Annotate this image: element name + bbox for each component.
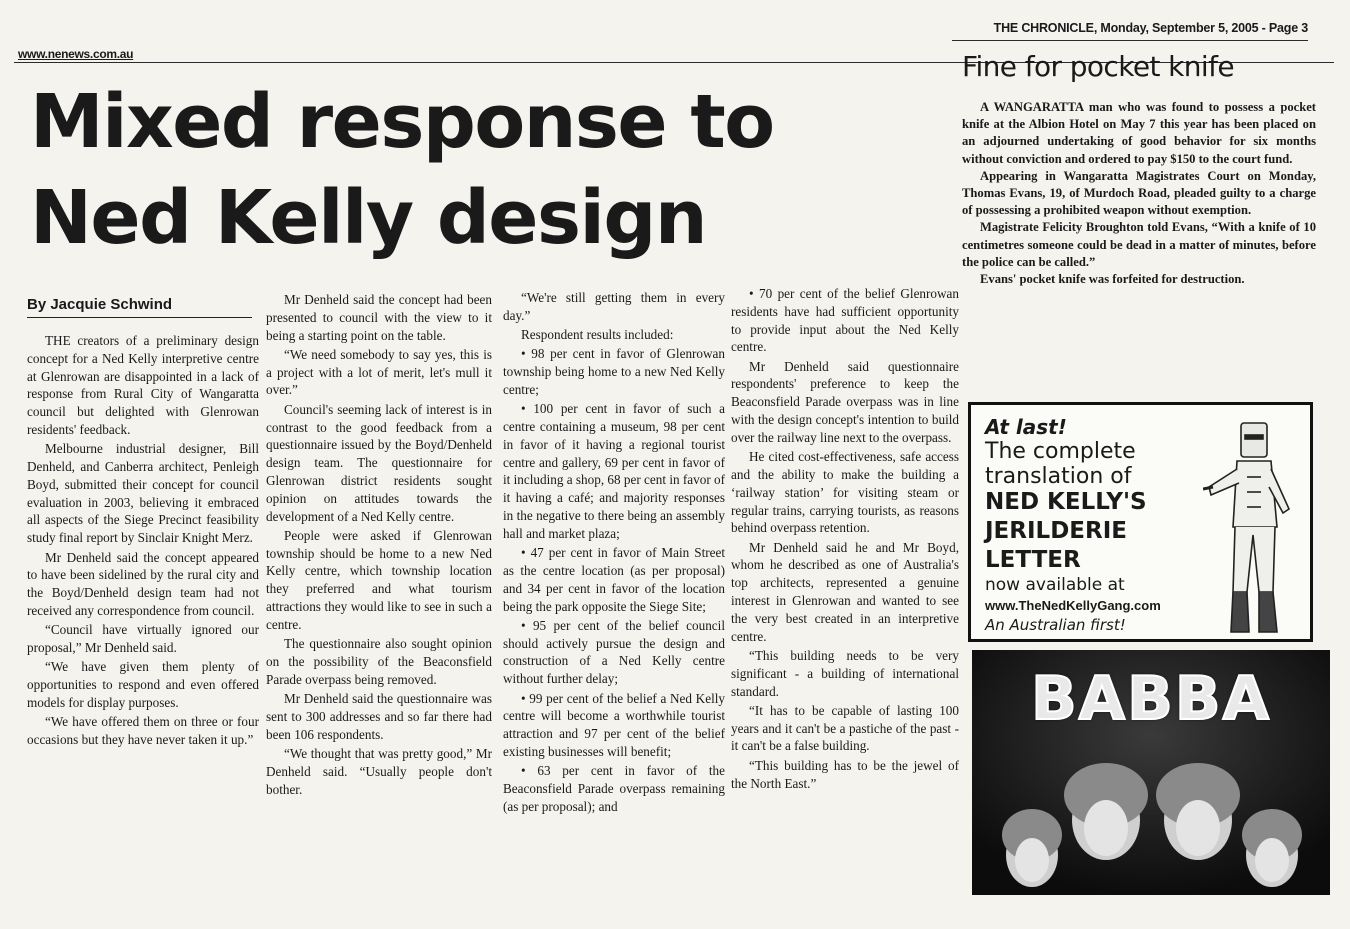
paragraph: “This building has to be the jewel of the North East.”	[731, 757, 959, 791]
paragraph: People were asked if Glenrowan township should be home to a new Ned Kelly centre, which township location they preferred and what tourism attractions they would like to see in such a centre.	[266, 527, 492, 632]
header-rule	[952, 40, 1308, 41]
side-article-title: Fine for pocket knife	[962, 50, 1234, 83]
ad-line-4: JERILDERIE	[985, 518, 1127, 544]
paragraph: • 100 per cent in favor of such a centre containing a museum, 98 per cent in favor of it having a regional tourist centre and gallery, 69 per cent in favor of it including a shop, 68 per cent in favor of it having a café; and majority responses in the negative to there being an assembly hall and market plaza;	[503, 401, 725, 541]
article-column-2	[266, 291, 492, 800]
article-column-3	[503, 289, 725, 817]
ned-kelly-armour-figure-icon	[1203, 417, 1307, 639]
ad-line-2: translation of	[985, 464, 1132, 489]
paragraph: Mr Denheld said the concept had been presented to council with the view to it being a starting point on the table.	[266, 292, 492, 343]
paragraph: • 47 per cent in favor of Main Street as the centre location (as per proposal) and 34 per cent in favor of the location being the park opposite the Siege Site;	[503, 545, 725, 614]
byline-rule	[27, 317, 252, 318]
paragraph: “It has to be capable of lasting 100 years and it can't be a pastiche of the past - it can't be a false building.	[731, 702, 959, 754]
paragraph: • 95 per cent of the belief council should actively pursue the design and construction of a Ned Kelly centre without further delay;	[503, 617, 725, 687]
paragraph: “Council have virtually ignored our proposal,” Mr Denheld said.	[27, 622, 259, 656]
paragraph: “We need somebody to say yes, this is a project with a lot of merit, let's mull it over.”	[266, 346, 492, 398]
paragraph: “This building needs to be very significant - a building of international standard.	[731, 647, 959, 699]
side-article-paragraph: Appearing in Wangaratta Magistrates Court on Monday, Thomas Evans, 19, of Murdoch Road, pleaded guilty to a charge of possessing a prohibited weapon without exemption.	[962, 168, 1316, 218]
babba-ad	[972, 650, 1330, 895]
site-url: www.nenews.com.au	[18, 47, 134, 61]
byline: By Jacquie Schwind	[27, 296, 173, 313]
paragraph: “We have offered them on three or four occasions but they have never taken it up.”	[27, 714, 259, 748]
paragraph: “We thought that was pretty good,” Mr Denheld said. “Usually people don't bother.	[266, 745, 492, 797]
paragraph: THE creators of a preliminary design concept for a Ned Kelly interpretive centre at Glenrowan are disappointed in a lack of response from Rural City of Wangaratta council but delighted with Glenrowan residents' feedback.	[27, 333, 259, 437]
paragraph: “We're still getting them in every day.”	[503, 290, 725, 323]
paragraph: Melbourne industrial designer, Bill Denheld, and Canberra architect, Penleigh Boyd, submitted their concept for council evaluation in 2003, believing it embraced all aspects of the Siege Precinct feasibility study final report by Sinclair Knight Merz.	[27, 441, 259, 546]
paragraph: The questionnaire also sought opinion on the possibility of the Beaconsfield Parade overpass being removed.	[266, 636, 492, 687]
paragraph: • 98 per cent in favor of Glenrowan township being home to a new Ned Kelly centre;	[503, 346, 725, 397]
babba-title: BABBA	[1030, 664, 1272, 734]
article-column-1	[27, 332, 259, 750]
side-article-paragraph: A WANGARATTA man who was found to possess a pocket knife at the Albion Hotel on May 7 this year has been placed on an adjourned undertaking of good behavior for six months without conviction and ordered to pay $150 to the court fund.	[962, 100, 1316, 166]
ad-line-5: LETTER	[985, 547, 1081, 573]
ad-available: now available at	[985, 575, 1125, 595]
article-column-4	[731, 285, 959, 794]
ad-line-3: NED KELLY'S	[985, 489, 1147, 515]
side-article-paragraph: Evans' pocket knife was forfeited for destruction.	[980, 272, 1245, 287]
paragraph: • 63 per cent in favor of the Beaconsfield Parade overpass remaining (as per proposal); and	[503, 763, 725, 814]
side-article-paragraph: Magistrate Felicity Broughton told Evans, “With a knife of 10 centimetres someone could be dead in a matter of minutes, before the police can be called.”	[962, 220, 1316, 269]
headline: Mixed response to Ned Kelly design	[30, 79, 774, 261]
paragraph: • 70 per cent of the belief Glenrowan residents have had sufficient opportunity to provide input about the Ned Kelly centre.	[731, 286, 959, 355]
paragraph: Mr Denheld said the questionnaire was sent to 300 addresses and so far there had been 106 respondents.	[266, 691, 492, 742]
paragraph: Mr Denheld said he and Mr Boyd, whom he described as one of Australia's top architects, represented a genuine interest in Glenrowan and wanted to see the very best created in an interpretive centre.	[731, 539, 959, 644]
paragraph: • 99 per cent of the belief a Ned Kelly centre will become a worthwhile tourist attraction and 97 per cent of the belief existing businesses will benefit;	[503, 690, 725, 759]
paragraph: Mr Denheld said the concept appeared to have been sidelined by the rural city and the Boyd/Denheld design team had not received any correspondence from council.	[27, 549, 259, 618]
paragraph: “We have given them plenty of opportunities to respond and even offered models for display purposes.	[27, 659, 259, 710]
ad-line-1: The complete	[985, 439, 1136, 464]
paragraph: Mr Denheld said questionnaire respondents' preference to keep the Beaconsfield Parade overpass was in line with the design concept's intention to build over the railway line next to the overpass.	[731, 358, 959, 445]
paragraph: Council's seeming lack of interest is in contrast to the good feedback from a questionnaire issued by the Boyd/Denheld design team. The questionnaire for Glenrowan district residents sought opinion on attitudes towards the development of a Ned Kelly centre.	[266, 401, 492, 524]
paragraph: Respondent results included:	[521, 327, 674, 343]
paragraph: He cited cost-effectiveness, safe access and the ability to make the building a ‘railway station’ for visiting steam or regular trains, carrying tourists, as reasons behind overpass retention.	[731, 449, 959, 536]
ad-url: www.TheNedKellyGang.com	[985, 598, 1161, 613]
ad-tagline: An Australian first!	[985, 616, 1126, 634]
ad-at-last: At last!	[985, 415, 1067, 439]
side-article-body	[962, 99, 1316, 288]
jerilderie-letter-ad	[968, 402, 1313, 642]
page-header: THE CHRONICLE, Monday, September 5, 2005 - Page 3	[993, 21, 1308, 35]
